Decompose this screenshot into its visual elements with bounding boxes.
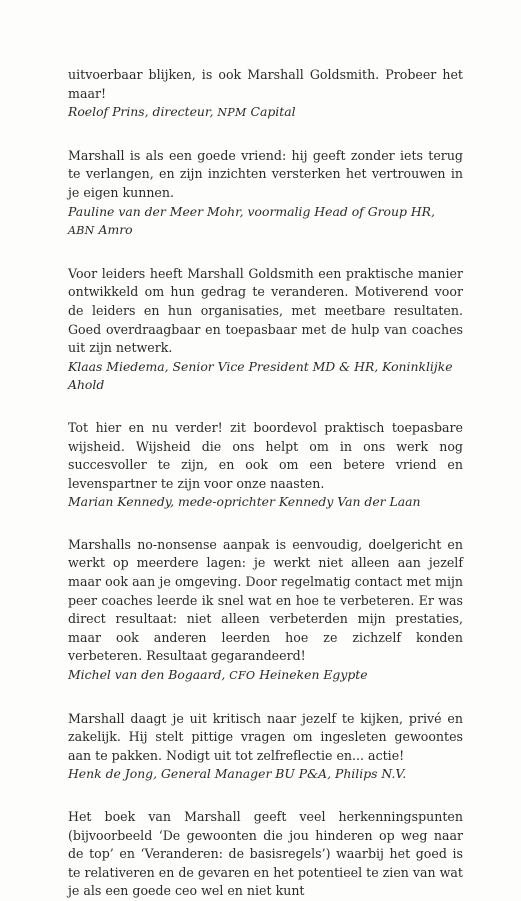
testimonial-attribution: Klaas Miedema, Senior Vice President MD & HR, Koninklijke Ahold <box>68 358 453 393</box>
testimonial-3 <box>68 265 463 395</box>
testimonial-attribution: Michel van den Bogaard, CFO Heineken Egypte <box>68 667 368 683</box>
testimonial-5 <box>68 536 463 686</box>
testimonial-attribution: Marian Kennedy, mede-oprichter Kennedy Van der Laan <box>68 494 421 510</box>
testimonial-quote: Tot hier en nu verder! zit boordevol praktisch toepasbare wijsheid. Wijsheid die ons helpt om in ons werk nog succesvoller te zijn, en ook om een betere vriend en levenspartner te zijn voor onze naasten. <box>68 419 463 491</box>
testimonial-7 <box>68 808 463 901</box>
testimonial-quote: Het boek van Marshall geeft veel herkenningspunten (bijvoorbeeld ‘De gewoonten die jou hinderen op weg naar de top’ en ‘Veranderen: de basisregels’) waarbij het goed is te relativeren en de gevaren en het potentieel te zien van wat je als een goede ceo wel en niet kunt <box>68 809 463 899</box>
testimonial-quote: Marshalls no-nonsense aanpak is eenvoudig, doelgericht en werkt op meerdere lagen: je werkt niet alleen aan jezelf maar ook aan je omgeving. Door regelmatig contact met mijn peer coaches leerde ik snel wat en hoe te verbeteren. Er was direct resultaat: niet alleen verbeterden mijn prestaties, maar ook anderen leerden hoe ze zichzelf konden verbeteren. Resultaat gegarandeerd! <box>68 536 463 664</box>
testimonial-2 <box>68 147 463 241</box>
testimonial-6 <box>68 710 463 784</box>
testimonial-quote: Marshall daagt je uit kritisch naar jezelf te kijken, privé en zakelijk. Hij stelt pittige vragen om ingesleten gewoontes aan te pakken. Nodigt uit tot zelfreflectie en... actie! <box>68 710 463 763</box>
testimonial-attribution: Roelof Prins, directeur, NPM Capital <box>68 104 296 120</box>
testimonial-quote: uitvoerbaar blijken, is ook Marshall Goldsmith. Probeer het maar! <box>68 67 463 101</box>
testimonial-attribution: Henk de Jong, General Manager BU P&A, Philips N.V. <box>68 766 407 782</box>
testimonial-quote: Marshall is als een goede vriend: hij geeft zonder iets terug te verlangen, en zijn inzichten versterken het vertrouwen in je eigen kunnen. <box>68 147 463 200</box>
testimonial-quote: Voor leiders heeft Marshall Goldsmith een praktische manier ontwikkeld om hun gedrag te veranderen. Motiverend voor de leiders en hun organisaties, met meetbare resultaten. Goed overdraagbaar en toepasbaar met de hulp van coaches uit zijn netwerk. <box>68 265 463 356</box>
testimonial-1 <box>68 66 463 123</box>
testimonial-attribution: Pauline van der Meer Mohr, voormalig Head of Group HR, ABN Amro <box>68 203 435 238</box>
testimonial-4 <box>68 419 463 512</box>
